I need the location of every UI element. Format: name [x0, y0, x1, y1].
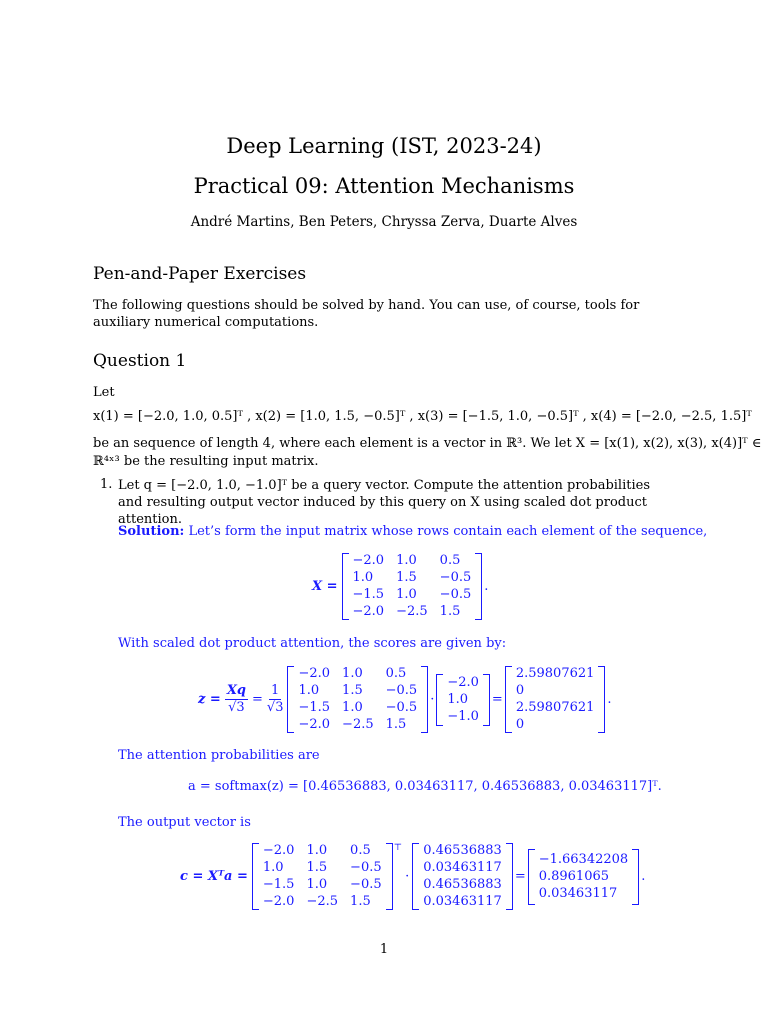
bracket-right: [475, 553, 482, 620]
item-number: 1.: [100, 477, 113, 492]
z-fraction: [225, 683, 248, 716]
matrix-cell: −2.0: [262, 843, 295, 858]
matrix-cell: −2.5: [306, 894, 339, 909]
x-matrix: [294, 666, 421, 733]
matrix-cell: 1.0: [396, 587, 417, 602]
page-number: 1: [379, 942, 389, 957]
x-matrix-equation: [312, 553, 488, 620]
matrix-cell: 0.5: [439, 553, 461, 568]
inv-sqrt3-fraction: [267, 683, 284, 716]
matrix-cell: 2.59807621: [515, 666, 595, 681]
matrix-cell: 0.46536883: [423, 843, 502, 858]
matrix-cell: −2.0: [352, 604, 385, 619]
matrix-cell: 1.0: [447, 691, 469, 707]
solution-label: Solution:: [118, 524, 185, 539]
bracket-right: [483, 674, 490, 726]
probs-intro: The attention probabilities are: [118, 748, 320, 763]
matrix-cell: 1.0: [262, 860, 284, 875]
q-vector-wrap: [436, 674, 490, 726]
matrix-cell: −1.66342208: [538, 851, 629, 867]
bracket-left: [252, 843, 259, 910]
sequence-definition: x(1) = [−2.0, 1.0, 0.5]ᵀ , x(2) = [1.0, 1.5, −0.5]ᵀ , x(3) = [−1.5, 1.0, −0.5]ᵀ , x(4) = [−2.0, −2.5, 1.5]ᵀ: [93, 409, 752, 424]
question-let: Let: [93, 385, 115, 400]
matrix-cell: −1.5: [262, 877, 295, 892]
sequence-description-line1: be an sequence of length 4, where each element is a vector in ℝ³. We let X = [x(1), x(2), x(3), x(4)]ᵀ ∈: [93, 436, 762, 451]
period: .: [607, 692, 612, 707]
matrix-cell: 0.8961065: [538, 868, 610, 884]
solution-intro: Let’s form the input matrix whose rows contain each element of the sequence,: [188, 524, 708, 539]
bracket-left: [287, 666, 294, 733]
frac-denominator: √3: [266, 700, 284, 715]
matrix-cell: −0.5: [385, 700, 418, 715]
bracket-left: [528, 849, 535, 905]
paper-title: Deep Learning (IST, 2023-24): [226, 134, 542, 158]
bracket-right: [632, 849, 639, 905]
transpose-mark: ⊤: [393, 843, 403, 853]
matrix-cell: 1.5: [396, 570, 417, 585]
matrix-cell: 1.0: [396, 553, 417, 568]
bracket-right: [386, 843, 393, 910]
matrix-cell: −2.0: [262, 894, 295, 909]
matrix-cell: 0.03463117: [423, 860, 502, 875]
matrix-cell: −2.5: [396, 604, 428, 619]
frac-numerator: 1: [271, 683, 280, 698]
matrix-cell: −2.0: [298, 717, 331, 732]
matrix-cell: 0.46536883: [423, 877, 502, 892]
x-label: X =: [312, 579, 338, 594]
equals-sign: =: [491, 692, 503, 707]
equals-sign: =: [514, 869, 526, 884]
matrix-cell: −0.5: [439, 570, 472, 585]
sequence-description-line2: ℝ⁴ˣ³ be the resulting input matrix.: [93, 454, 319, 469]
matrix-cell: −1.5: [298, 700, 331, 715]
c-label: c = Xᵀa =: [180, 869, 248, 884]
x-matrix: [259, 843, 386, 910]
bracket-right: [598, 666, 605, 733]
frac-numerator: Xq: [226, 683, 246, 698]
x-matrix: [349, 553, 476, 620]
bracket-right: [506, 843, 513, 910]
matrix-cell: 1.5: [439, 604, 461, 619]
matrix-cell: 1.5: [306, 860, 328, 875]
matrix-cell: 1.5: [350, 894, 371, 909]
matrix-cell: −1.5: [352, 587, 385, 602]
frac-denominator: √3: [228, 700, 245, 715]
matrix-cell: −0.5: [385, 683, 418, 698]
q-vector: [443, 675, 483, 725]
dot-operator: ·: [430, 692, 435, 707]
bracket-left: [342, 553, 349, 620]
matrix-cell: 1.5: [342, 683, 363, 698]
matrix-cell: 0: [515, 683, 525, 698]
question-heading: Question 1: [93, 351, 187, 371]
c-equation: [180, 843, 645, 910]
matrix-cell: −2.0: [298, 666, 331, 681]
paper-authors: André Martins, Ben Peters, Chryssa Zerva, Duarte Alves: [190, 214, 578, 230]
bracket-left: [505, 666, 512, 733]
c-result-wrap: [528, 849, 639, 905]
period: .: [641, 869, 646, 884]
period: .: [484, 579, 489, 594]
scores-intro: With scaled dot product attention, the scores are given by:: [118, 636, 507, 651]
z-equation: [198, 666, 612, 733]
probs-formula: a = softmax(z) = [0.46536883, 0.03463117, 0.46536883, 0.03463117]ᵀ.: [188, 779, 662, 794]
dot-operator: ·: [405, 869, 410, 884]
matrix-cell: 2.59807621: [515, 700, 595, 715]
matrix-cell: 1.0: [342, 700, 363, 715]
matrix-cell: −2.0: [447, 674, 479, 690]
matrix-cell: 1.5: [385, 717, 407, 732]
matrix-cell: −0.5: [350, 860, 382, 875]
item-text: Let q = [−2.0, 1.0, −1.0]ᵀ be a query vector. Compute the attention probabilities and resulting output vector induced by this query on X using scaled dot product attention.: [118, 478, 650, 527]
matrix-cell: −1.0: [447, 708, 479, 724]
matrix-cell: 1.0: [352, 570, 374, 585]
matrix-cell: 0.5: [385, 666, 407, 681]
matrix-cell: 1.0: [342, 666, 363, 681]
matrix-cell: 0.03463117: [538, 885, 618, 901]
matrix-cell: 0.5: [350, 843, 371, 858]
matrix-cell: −2.0: [352, 553, 385, 568]
output-intro: The output vector is: [118, 815, 251, 830]
matrix-cell: 0.03463117: [423, 894, 502, 909]
matrix-cell: 1.0: [306, 877, 328, 892]
a-vector: [419, 843, 506, 910]
solution-intro-line: [118, 524, 707, 539]
matrix-cell: −0.5: [350, 877, 382, 892]
paper-subtitle: Practical 09: Attention Mechanisms: [193, 174, 575, 198]
matrix-cell: −0.5: [439, 587, 472, 602]
z-result-vector: [512, 666, 599, 733]
c-result-vector: [535, 852, 632, 902]
bracket-left: [436, 674, 443, 726]
section-intro: The following questions should be solved by hand. You can use, of course, tools for auxiliary numerical computations.: [93, 298, 640, 330]
z-label: z =: [198, 692, 221, 707]
matrix-cell: 1.0: [306, 843, 328, 858]
matrix-cell: 0: [515, 717, 525, 732]
equals-sign: =: [252, 692, 263, 707]
section-heading: Pen-and-Paper Exercises: [93, 264, 307, 284]
bracket-right: [421, 666, 428, 733]
matrix-cell: −2.5: [342, 717, 374, 732]
matrix-cell: 1.0: [298, 683, 320, 698]
bracket-left: [412, 843, 419, 910]
